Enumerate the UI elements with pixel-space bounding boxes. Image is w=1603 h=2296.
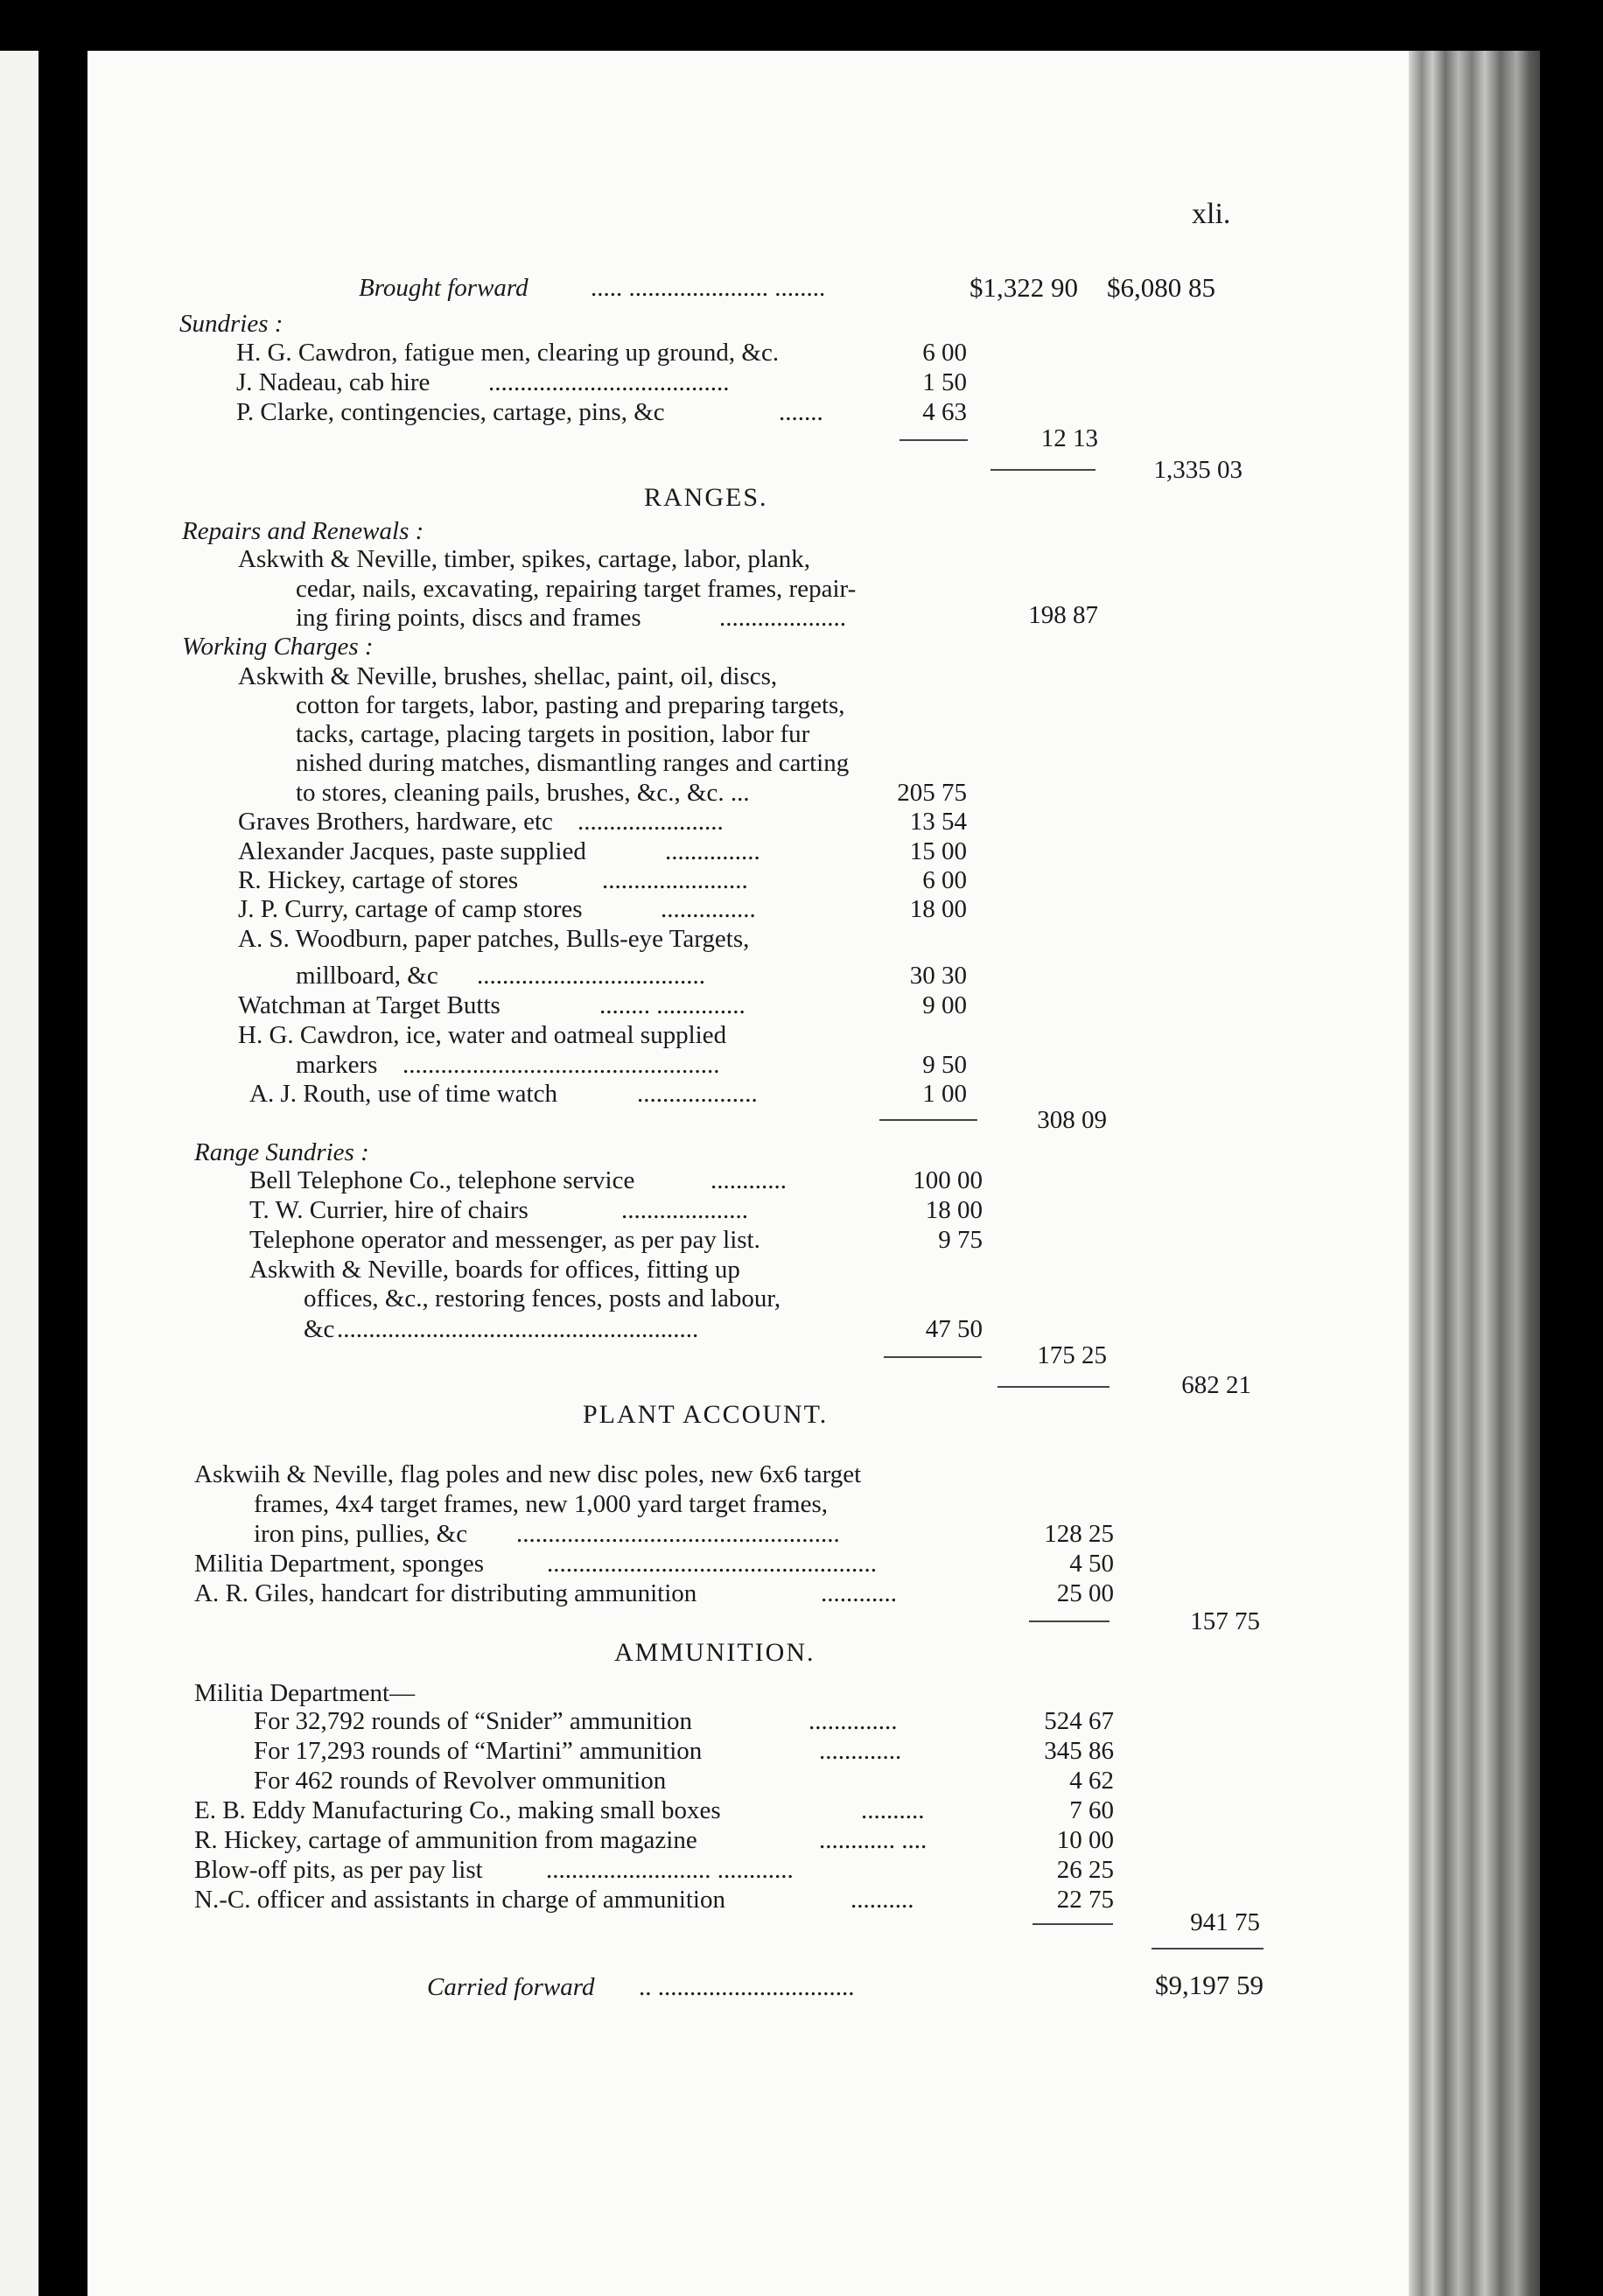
working-line: cotton for targets, labor, pasting and preparing targets, bbox=[296, 691, 845, 719]
ammunition-item-text: N.-C. officer and assistants in charge of ammunition bbox=[194, 1886, 725, 1914]
dot-leader: .................................................... bbox=[547, 1550, 877, 1578]
dot-leader: ................................................... bbox=[516, 1520, 840, 1548]
brought-forward-label: Brought forward bbox=[359, 274, 528, 302]
sundries-item-text: P. Clarke, contingencies, cartage, pins, &c bbox=[236, 398, 665, 426]
dot-leader: .......... bbox=[850, 1886, 914, 1914]
sundries-subtotal: 12 13 bbox=[1040, 424, 1098, 452]
working-item-amount: 1 00 bbox=[922, 1080, 967, 1108]
plant-line: Askwiih & Neville, flag poles and new disc poles, new 6x6 target bbox=[194, 1460, 862, 1488]
dot-leader: ............ bbox=[821, 1579, 897, 1607]
dot-leader: .................................... bbox=[477, 962, 705, 990]
brought-forward-col1: $1,322 90 bbox=[970, 272, 1078, 303]
range-sundries-text: offices, &c., restoring fences, posts and labour, bbox=[304, 1284, 781, 1312]
working-item-amount: 18 00 bbox=[909, 895, 967, 923]
range-sundries-amount: 18 00 bbox=[925, 1196, 983, 1224]
working-item-text: Alexander Jacques, paste supplied bbox=[238, 837, 586, 865]
dot-leader: .. ............................... bbox=[639, 1973, 855, 2001]
working-item-text: A. J. Routh, use of time watch bbox=[249, 1080, 557, 1108]
range-sundries-amount: 47 50 bbox=[925, 1315, 983, 1343]
subtotal-rule bbox=[900, 439, 968, 441]
dot-leader: ....................... bbox=[602, 866, 748, 894]
adjacent-page-sliver bbox=[0, 51, 38, 2296]
ammunition-item-amount: 7 60 bbox=[1069, 1796, 1114, 1824]
subtotal-rule bbox=[998, 1386, 1110, 1388]
sundries-item-amount: 4 63 bbox=[922, 398, 967, 426]
dot-leader: ............ .... bbox=[819, 1826, 928, 1854]
sundries-item-amount: 1 50 bbox=[922, 368, 967, 396]
ammunition-item-text: Blow-off pits, as per pay list bbox=[194, 1856, 483, 1884]
ammunition-sub-amount: 4 62 bbox=[1069, 1767, 1114, 1795]
range-sundries-amount: 100 00 bbox=[913, 1166, 983, 1194]
sundries-item-amount: 6 00 bbox=[922, 339, 967, 367]
plant-line: frames, 4x4 target frames, new 1,000 yard target frames, bbox=[254, 1490, 829, 1518]
carried-forward-amount: $9,197 59 bbox=[1155, 1970, 1264, 2000]
working-item-amount: 30 30 bbox=[909, 962, 967, 990]
range-sundries-text: T. W. Currier, hire of chairs bbox=[249, 1196, 528, 1224]
repairs-line: Askwith & Neville, timber, spikes, cartage, labor, plank, bbox=[238, 545, 811, 573]
dot-leader: ................... bbox=[637, 1080, 758, 1108]
repairs-amount: 198 87 bbox=[1028, 601, 1098, 629]
ammunition-heading: AMMUNITION. bbox=[614, 1638, 816, 1667]
sundries-item-text: J. Nadeau, cab hire bbox=[236, 368, 430, 396]
brought-forward-col2: $6,080 85 bbox=[1107, 272, 1215, 303]
dot-leader: ....... bbox=[779, 398, 823, 426]
working-first-amount: 205 75 bbox=[897, 779, 967, 807]
book-page-edges bbox=[1409, 51, 1540, 2296]
repairs-heading: Repairs and Renewals : bbox=[182, 517, 424, 545]
plant-amount: 128 25 bbox=[1044, 1520, 1114, 1548]
sundries-item-text: H. G. Cawdron, fatigue men, clearing up ground, &c. bbox=[236, 339, 780, 367]
ammunition-total: 941 75 bbox=[1190, 1908, 1260, 1936]
working-item-text: A. S. Woodburn, paper patches, Bulls-eye Targets, bbox=[238, 925, 750, 953]
working-item-text: H. G. Cawdron, ice, water and oatmeal supplied bbox=[238, 1021, 727, 1049]
dot-leader: ............. bbox=[819, 1737, 902, 1765]
subtotal-rule bbox=[884, 1356, 982, 1358]
ammunition-sub-amount: 345 86 bbox=[1044, 1737, 1114, 1765]
working-item-text: J. P. Curry, cartage of camp stores bbox=[238, 895, 583, 923]
working-item-text: Watchman at Target Butts bbox=[238, 991, 500, 1019]
dot-leader: ......................................................... bbox=[337, 1315, 699, 1343]
working-subtotal: 308 09 bbox=[1037, 1106, 1107, 1134]
dot-leader: .................................................. bbox=[402, 1051, 720, 1079]
total-rule bbox=[1152, 1948, 1264, 1950]
range-sundries-heading: Range Sundries : bbox=[194, 1138, 369, 1166]
ammunition-sub-text: For 32,792 rounds of “Snider” ammunition bbox=[254, 1707, 693, 1735]
ammunition-item-amount: 26 25 bbox=[1056, 1856, 1114, 1884]
plant-heading: PLANT ACCOUNT. bbox=[583, 1400, 829, 1429]
subtotal-rule bbox=[1029, 1620, 1110, 1622]
working-item-text: R. Hickey, cartage of stores bbox=[238, 866, 519, 894]
working-item-text: markers bbox=[296, 1051, 378, 1079]
ranges-total: 682 21 bbox=[1181, 1371, 1251, 1399]
working-item-text: Graves Brothers, hardware, etc bbox=[238, 808, 553, 836]
dot-leader: ..... ...................... ........ bbox=[591, 274, 826, 302]
dot-leader: .............. bbox=[808, 1707, 898, 1735]
dot-leader: .......... bbox=[861, 1796, 925, 1824]
dot-leader: ............... bbox=[665, 837, 760, 865]
working-item-amount: 9 00 bbox=[922, 991, 967, 1019]
subtotal-rule bbox=[990, 469, 1096, 471]
working-item-amount: 15 00 bbox=[909, 837, 967, 865]
plant-item-amount: 4 50 bbox=[1069, 1550, 1114, 1578]
dot-leader: ............ bbox=[710, 1166, 787, 1194]
dot-leader: ....................... bbox=[578, 808, 724, 836]
ammunition-sub-text: For 17,293 rounds of “Martini” ammunition bbox=[254, 1737, 703, 1765]
plant-total: 157 75 bbox=[1190, 1607, 1260, 1635]
ammunition-dept: Militia Department— bbox=[194, 1679, 416, 1707]
ammunition-sub-amount: 524 67 bbox=[1044, 1707, 1114, 1735]
subtotal-rule bbox=[1032, 1923, 1113, 1925]
range-sundries-text: Telephone operator and messenger, as per pay list. bbox=[249, 1226, 760, 1254]
plant-item-amount: 25 00 bbox=[1056, 1579, 1114, 1607]
working-heading: Working Charges : bbox=[182, 633, 374, 661]
working-line: tacks, cartage, placing targets in position, labor fur bbox=[296, 720, 810, 748]
repairs-line: ing firing points, discs and frames bbox=[296, 604, 641, 632]
range-sundries-subtotal: 175 25 bbox=[1037, 1341, 1107, 1369]
working-item-amount: 6 00 bbox=[922, 866, 967, 894]
working-item-amount: 9 50 bbox=[922, 1051, 967, 1079]
working-item-text: millboard, &c bbox=[296, 962, 438, 990]
plant-item-text: A. R. Giles, handcart for distributing ammunition bbox=[194, 1579, 697, 1607]
ammunition-item-amount: 10 00 bbox=[1056, 1826, 1114, 1854]
page-number: xli. bbox=[1192, 198, 1231, 230]
plant-line: iron pins, pullies, &c bbox=[254, 1520, 468, 1548]
ammunition-item-text: R. Hickey, cartage of ammunition from magazine bbox=[194, 1826, 697, 1854]
working-item-amount: 13 54 bbox=[909, 808, 967, 836]
range-sundries-text: Bell Telephone Co., telephone service bbox=[249, 1166, 635, 1194]
repairs-line: cedar, nails, excavating, repairing target frames, repair- bbox=[296, 575, 857, 603]
range-sundries-text: Askwith & Neville, boards for offices, fitting up bbox=[249, 1256, 740, 1284]
plant-item-text: Militia Department, sponges bbox=[194, 1550, 485, 1578]
working-line: to stores, cleaning pails, brushes, &c., &c. ... bbox=[296, 779, 750, 807]
ammunition-sub-text: For 462 rounds of Revolver ommunition bbox=[254, 1767, 667, 1795]
range-sundries-text: &c bbox=[304, 1315, 335, 1343]
dot-leader: ............... bbox=[661, 895, 756, 923]
dot-leader: .................... bbox=[719, 604, 846, 632]
working-line: nished during matches, dismantling ranges and carting bbox=[296, 749, 850, 777]
range-sundries-amount: 9 75 bbox=[938, 1226, 983, 1254]
ranges-heading: RANGES. bbox=[644, 483, 768, 512]
ammunition-item-amount: 22 75 bbox=[1056, 1886, 1114, 1914]
carried-forward-label: Carried forward bbox=[427, 1973, 595, 2001]
working-line: Askwith & Neville, brushes, shellac, paint, oil, discs, bbox=[238, 662, 778, 690]
dot-leader: .......................... ............ bbox=[546, 1856, 794, 1884]
dot-leader: ...................................... bbox=[488, 368, 730, 396]
sundries-heading: Sundries : bbox=[179, 310, 284, 338]
ammunition-item-text: E. B. Eddy Manufacturing Co., making small boxes bbox=[194, 1796, 721, 1824]
subtotal-rule bbox=[879, 1119, 977, 1121]
dot-leader: .................... bbox=[621, 1196, 748, 1224]
dot-leader: ........ .............. bbox=[599, 991, 746, 1019]
sundries-total: 1,335 03 bbox=[1153, 456, 1242, 484]
